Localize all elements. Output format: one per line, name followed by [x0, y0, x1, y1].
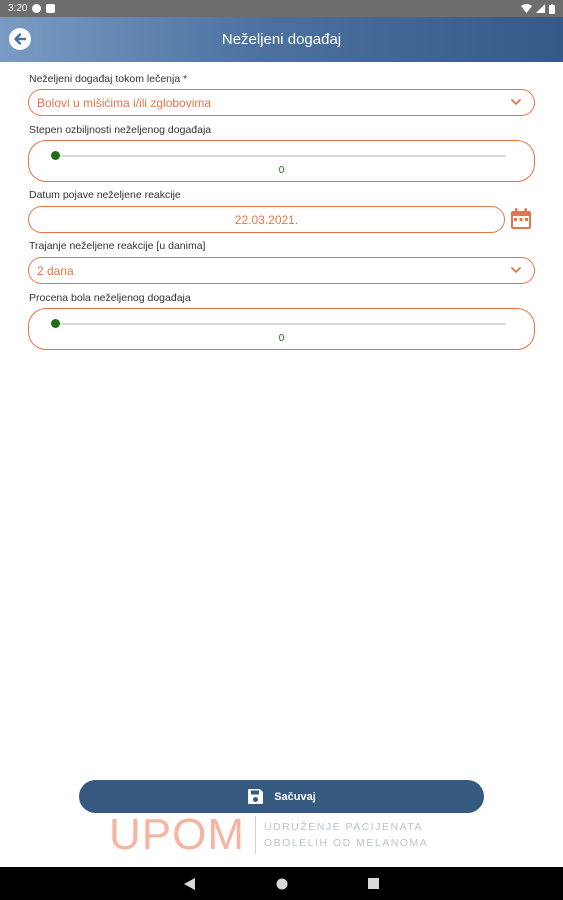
app-bar — [0, 17, 563, 62]
severity-thumb[interactable] — [51, 151, 60, 160]
notification-icon — [32, 4, 41, 13]
back-button[interactable] — [9, 28, 31, 50]
severity-value: 0 — [278, 165, 285, 176]
date-value: 22.03.2021. — [234, 212, 299, 227]
wifi-icon — [521, 4, 532, 13]
logo-mark: UPOM — [109, 810, 245, 859]
logo-line-1: UDRUŽENJE PACIJENATA — [264, 821, 423, 833]
calendar-icon — [510, 208, 532, 230]
severity-slider[interactable] — [28, 140, 535, 182]
save-button[interactable] — [79, 780, 484, 813]
square-recents-icon — [368, 878, 379, 889]
pain-slider[interactable] — [28, 308, 535, 350]
event-select-value: Bolovi u mišićima i/ili zglobovima — [37, 95, 212, 110]
save-button-label: Sačuvaj — [274, 790, 316, 803]
event-select[interactable] — [28, 89, 535, 116]
severity-track — [55, 155, 506, 157]
duration-select-value: 2 dana — [37, 263, 74, 278]
chevron-down-icon — [510, 96, 522, 108]
status-bar — [0, 0, 563, 17]
pain-value: 0 — [278, 333, 285, 344]
status-left — [8, 3, 55, 14]
nav-home-button[interactable] — [276, 878, 288, 890]
date-label: Datum pojave neželjene reakcije — [29, 189, 181, 201]
chevron-down-icon — [510, 264, 522, 276]
severity-label: Stepen ozbiljnosti neželjenog događaja — [29, 124, 212, 136]
page-title: Neželjeni događaj — [221, 31, 342, 48]
status-right — [521, 4, 555, 14]
nav-recents-button[interactable] — [368, 878, 380, 890]
duration-label: Trajanje neželjene reakcije [u danima] — [29, 240, 206, 252]
logo-divider — [255, 816, 256, 854]
sd-card-icon — [46, 4, 55, 13]
triangle-back-icon — [184, 878, 195, 890]
floppy-disk-icon — [247, 788, 264, 805]
pain-track — [55, 323, 506, 325]
upom-logo — [109, 812, 428, 858]
calendar-button[interactable] — [510, 208, 532, 230]
pain-thumb[interactable] — [51, 319, 60, 328]
logo-text — [264, 819, 428, 851]
date-input[interactable] — [28, 206, 505, 233]
signal-icon — [536, 4, 545, 13]
arrow-left-icon — [13, 32, 27, 46]
status-time: 3:20 — [8, 3, 28, 14]
nav-back-button[interactable] — [184, 878, 196, 890]
event-label: Neželjeni događaj tokom lečenja * — [29, 73, 188, 85]
circle-home-icon — [276, 878, 288, 890]
pain-label: Procena bola neželjenog događaja — [29, 292, 191, 304]
navigation-bar — [0, 867, 563, 900]
logo-line-2: OBOLELIH OD MELANOMA — [264, 837, 429, 849]
duration-select[interactable] — [28, 257, 535, 284]
battery-icon — [549, 4, 555, 14]
